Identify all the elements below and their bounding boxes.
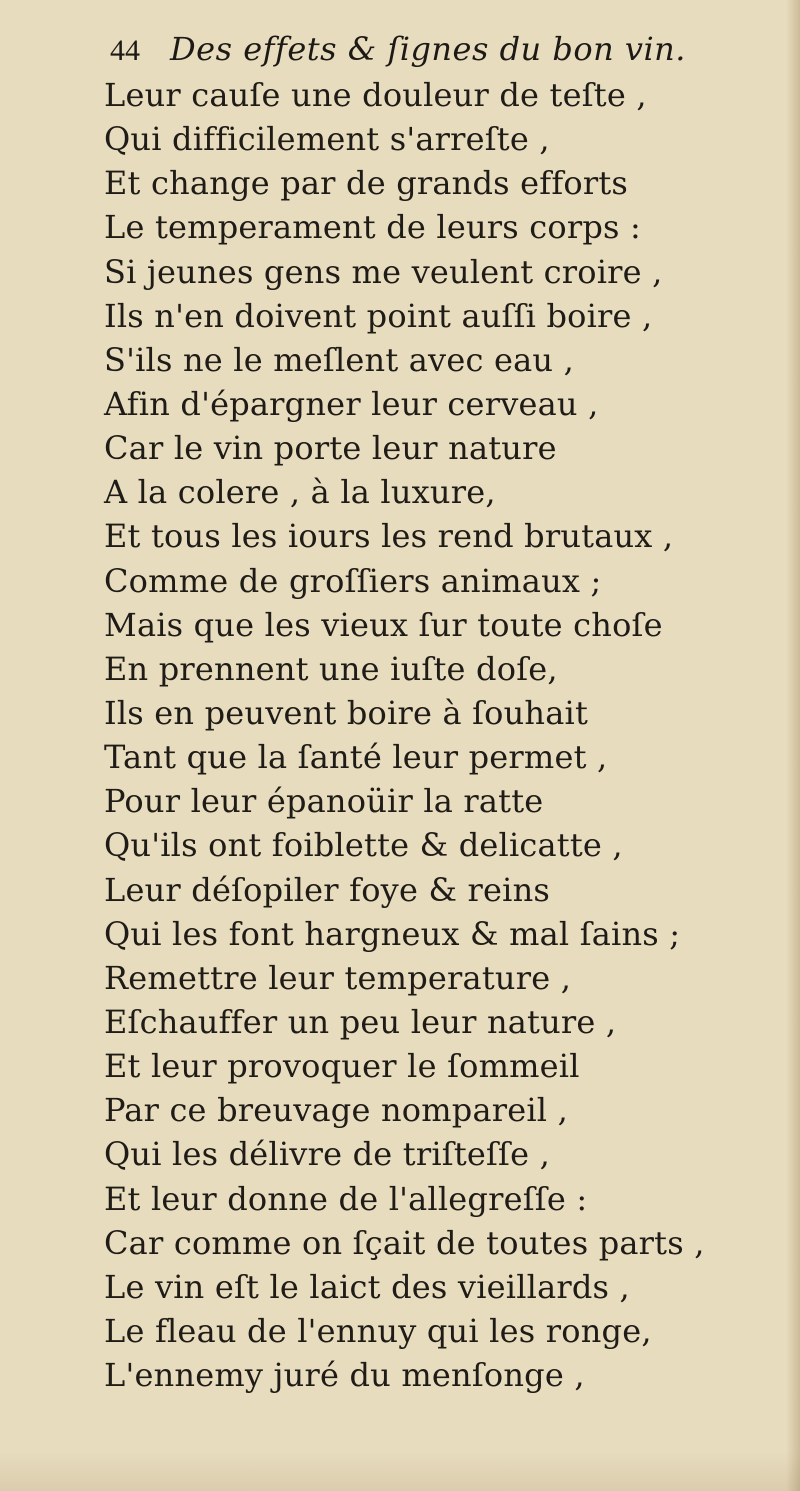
verse-line: Mais que les vieux ſur toute choſe xyxy=(104,605,663,644)
verse-line: Ils n'en doivent point auſſi boire , xyxy=(104,296,653,335)
verse-line: Comme de groſſiers animaux ; xyxy=(104,561,602,600)
verse-line: Leur cauſe une douleur de teſte , xyxy=(104,76,647,114)
verse-line: A la colere , à la luxure, xyxy=(104,473,496,512)
verse-line: Tant que la ſanté leur permet , xyxy=(104,738,608,777)
verse-line: Par ce breuvage nompareil , xyxy=(104,1091,568,1130)
verse-line: Et tous les iours les rend brutaux , xyxy=(104,517,674,556)
verse-line: Si jeunes gens me veulent croire , xyxy=(104,252,663,291)
verse-line: Le vin eſt le laict des vieillards , xyxy=(104,1267,630,1306)
verse-line: Et leur provoquer le ſommeil xyxy=(104,1047,580,1086)
verse-line: Car comme on ſçait de toutes parts , xyxy=(104,1223,705,1262)
verse-line: Et leur donne de l'allegreſſe : xyxy=(104,1179,588,1218)
running-title: Des effets & ſignes du bon vin. xyxy=(170,30,686,68)
verse-line: Et change par de grands efforts xyxy=(104,164,629,203)
verse-body xyxy=(104,73,770,1397)
page-number: 44 xyxy=(110,34,140,67)
verse-line: Leur déſopiler foye & reins xyxy=(104,870,551,909)
verse-line: Eſchauffer un peu leur nature , xyxy=(104,1002,617,1041)
verse-line: Afin d'épargner leur cerveau , xyxy=(104,384,599,423)
verse-line: Pour leur épanoüir la ratte xyxy=(104,782,544,821)
verse-line: Le temperament de leurs corps : xyxy=(104,208,642,247)
verse-line: Ils en peuvent boire à ſouhait xyxy=(104,693,589,732)
verse-line: S'ils ne le meſlent avec eau , xyxy=(104,340,574,379)
verse-line: Qui les délivre de triſteſſe , xyxy=(104,1135,550,1174)
page-header xyxy=(110,30,686,74)
verse-line: Qui difficilement s'arreſte , xyxy=(104,120,550,159)
verse-line: L'ennemy juré du menſonge , xyxy=(104,1356,585,1395)
verse-line: Le fleau de l'ennuy qui les ronge, xyxy=(104,1311,652,1350)
verse-line: Qui les font hargneux & mal ſains ; xyxy=(104,914,681,953)
verse-line: Remettre leur temperature , xyxy=(104,958,572,997)
verse-line: En prennent une iuſte doſe, xyxy=(104,649,558,688)
verse-line: Qu'ils ont foiblette & delicatte , xyxy=(104,826,623,865)
verse-line: Car le vin porte leur nature xyxy=(104,429,557,468)
